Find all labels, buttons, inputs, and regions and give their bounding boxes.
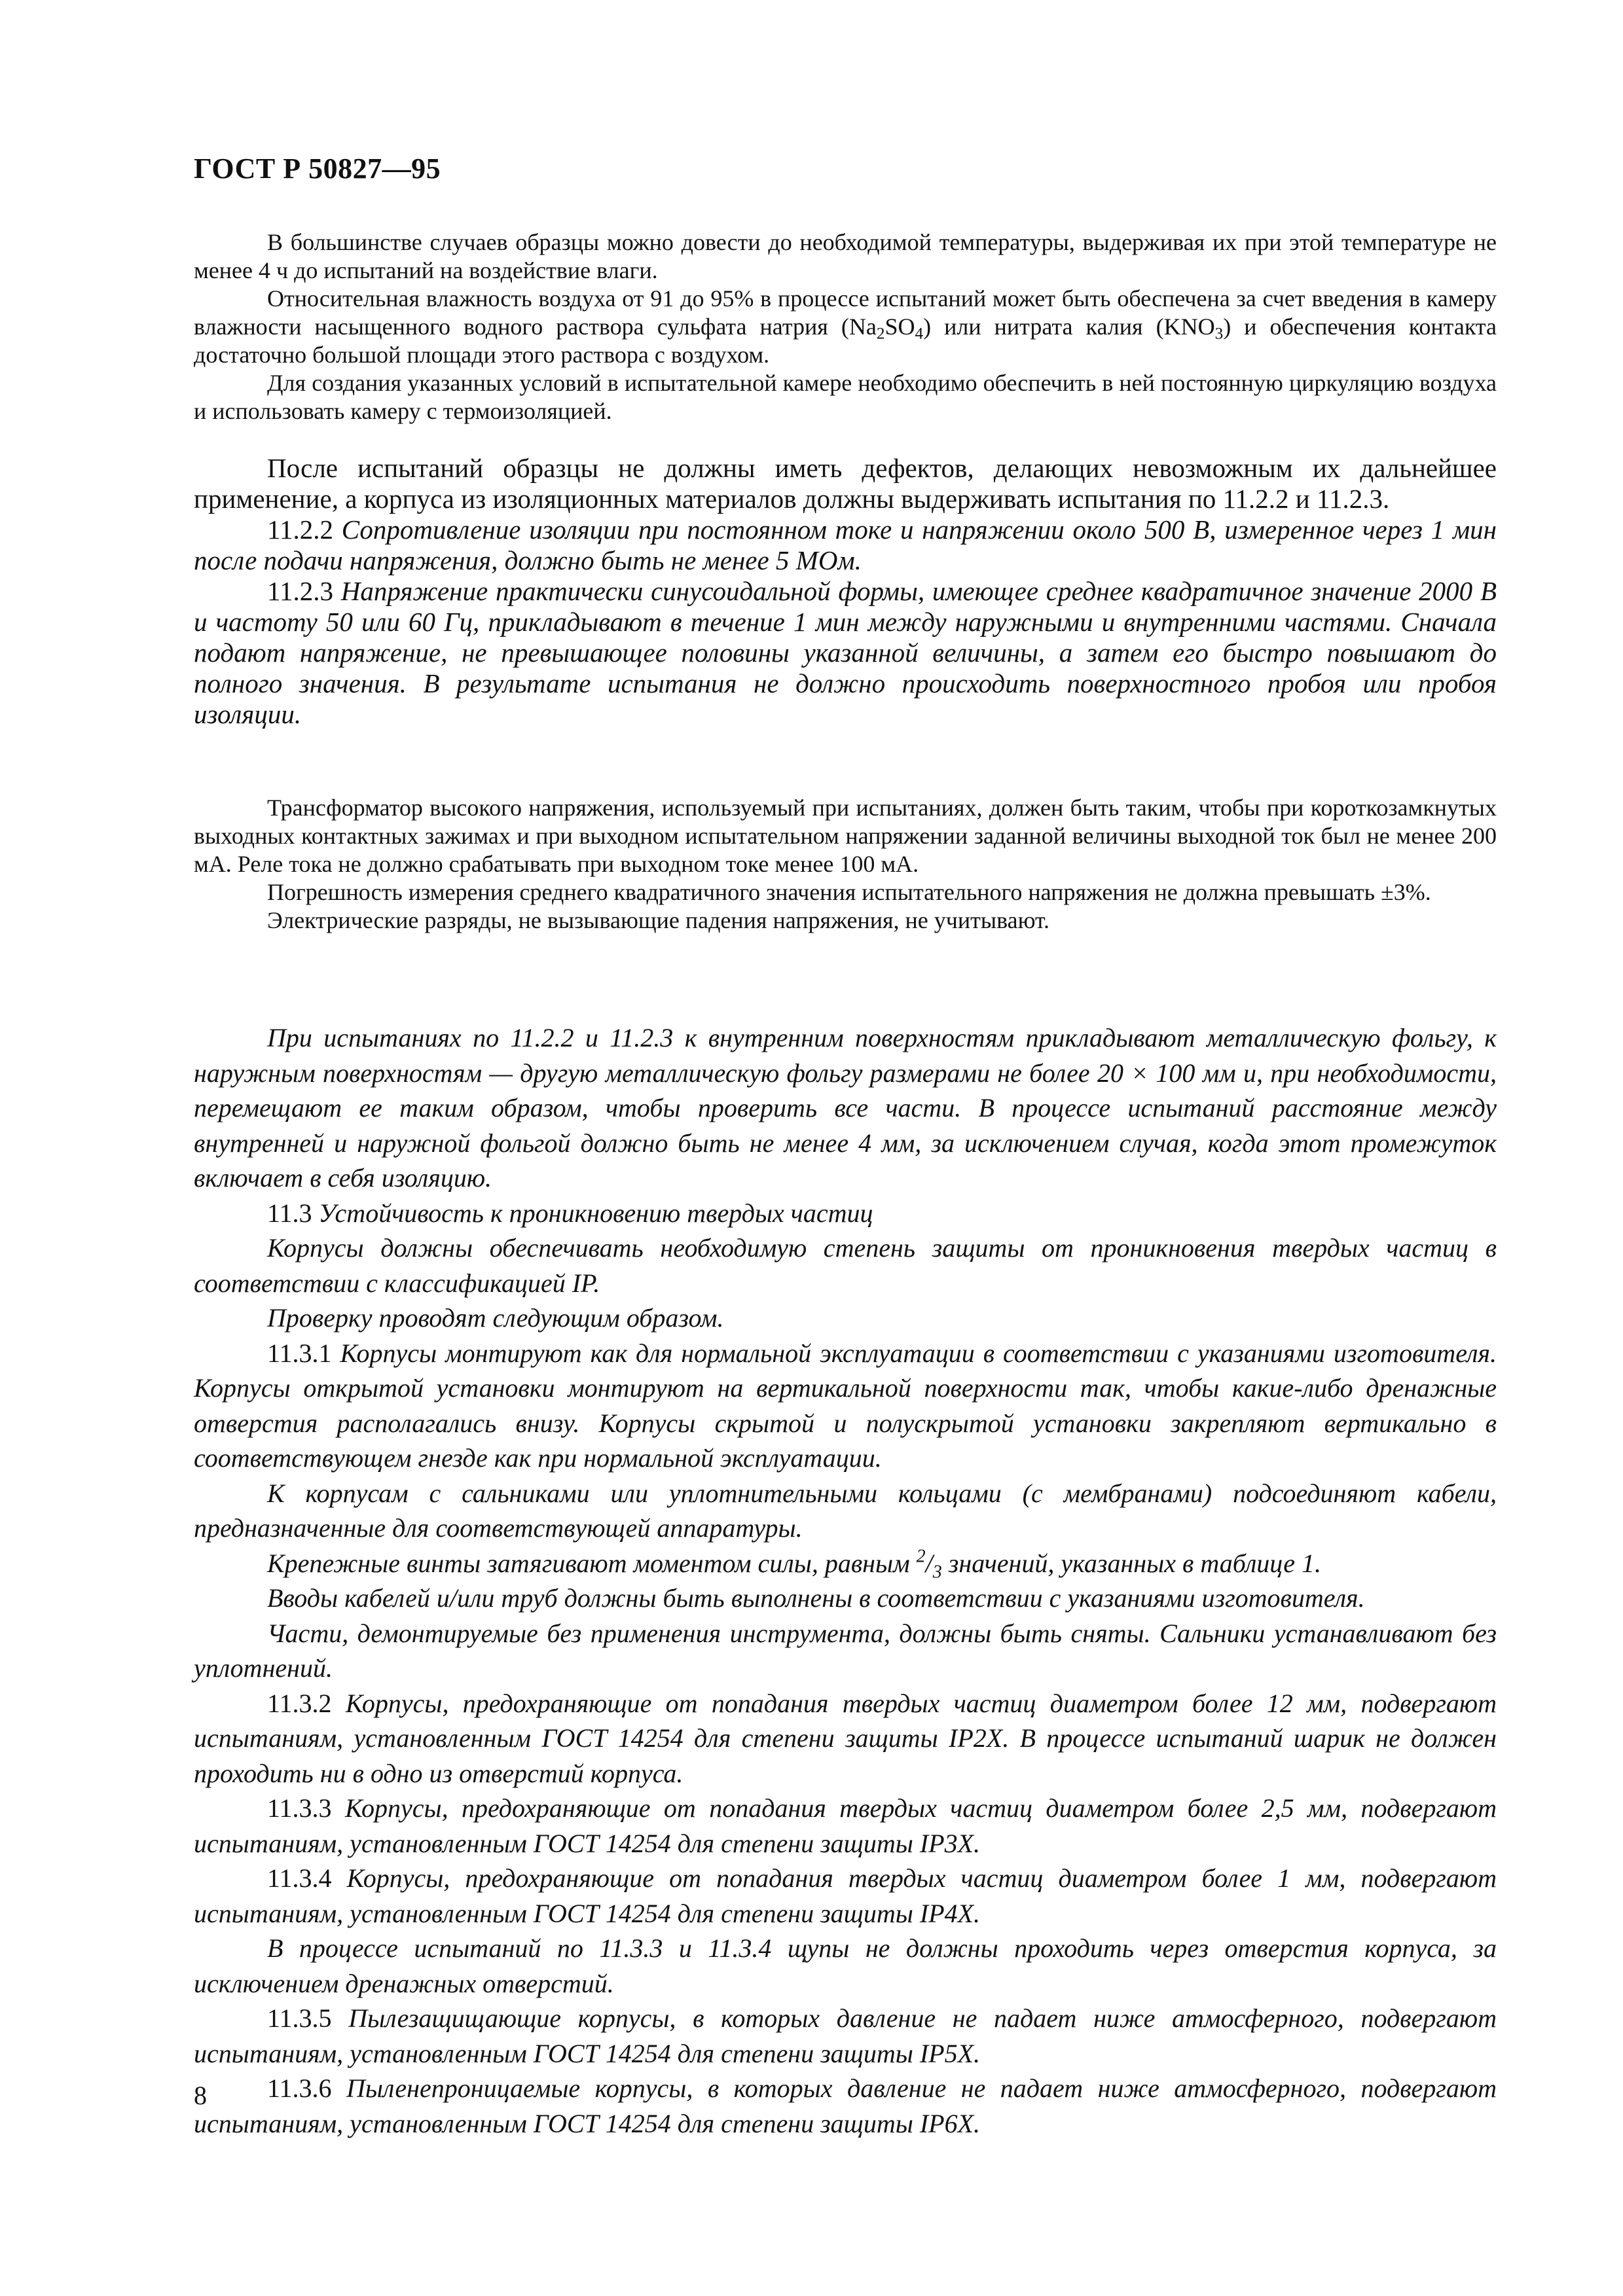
- page-number: 8: [194, 2081, 207, 2110]
- paragraph: Вводы кабелей и/или труб должны быть выполнены в соответствии с указаниями изготовителя.: [267, 1583, 1365, 1613]
- clause-11-2-3: 11.2.3 Напряжение практически синусоидальной формы, имеющее среднее квадратичное значение 2000 В и частоту 50 или 60 Гц, прикладывают в течение 1 мин между наружными и внутренними частями. Сначала подают напряжение, не превышающее половины указанной величины, а затем его быстро повышают до полного значения. В результате испытания не должно происходить поверхностного пробоя или пробоя изоляции.: [194, 576, 1497, 729]
- paragraph: После испытаний образцы не должны иметь дефектов, делающих невозможным их дальнейшее применение, а корпуса из изоляционных материалов должны выдерживать испытания по 11.2.2 и 11.2.3.: [194, 453, 1497, 514]
- document-header: ГОСТ Р 50827—95: [194, 152, 441, 185]
- paragraph: Корпусы должны обеспечивать необходимую степень защиты от проникновения твердых частиц в соответствии с классификацией IP.: [194, 1233, 1497, 1298]
- clause-11-3-1: 11.3.1 Корпусы монтируют как для нормальной эксплуатации в соответствии с указаниями изготовителя. Корпусы открытой установки монтируют на вертикальной поверхности так, чтобы какие-либо дренажные отверстия располагались внизу. Корпусы скрытой и полускрытой установки закрепляют вертикально в соответствующем гнезде как при нормальной эксплуатации.: [194, 1338, 1497, 1473]
- paragraph: Относительная влажность воздуха от 91 до 95% в процессе испытаний может быть обеспечена за счет введения в камеру влажности насыщенного водного раствора сульфата натрия $(Na_2SO_4)$ или нитрата калия $(KNO_3)$ и обеспечения контакта достаточно большой площади этого раствора с воздухом.: [194, 285, 1497, 368]
- paragraph: Для создания указанных условий в испытательной камере необходимо обеспечить в ней постоянную циркуляцию воздуха и использовать камеру с термоизоляцией.: [194, 370, 1497, 424]
- clause-11-3-3: 11.3.3 Корпусы, предохраняющие от попадания твердых частиц диаметром более 2,5 мм, подвергают испытаниям, установленным ГОСТ 14254 для степени защиты IP3X.: [194, 1793, 1497, 1858]
- clause-11-3-2: 11.3.2 Корпусы, предохраняющие от попадания твердых частиц диаметром более 12 мм, подвергают испытаниям, установленным ГОСТ 14254 для степени защиты IP2X. В процессе испытаний шарик не должен проходить ни в одно из отверстий корпуса.: [194, 1688, 1497, 1788]
- paragraph: Трансформатор высокого напряжения, используемый при испытаниях, должен быть таким, чтобы при короткозамкнутых выходных контактных зажимах и при выходном испытательном напряжении заданной величины выходной ток был не менее 200 мА. Реле тока не должно срабатывать при выходном токе менее 100 мА.: [194, 795, 1497, 877]
- fraction-two-thirds: $^2/_3$: [916, 1546, 942, 1582]
- paragraph: К корпусам с сальниками или уплотнительными кольцами (с мембранами) подсоединяют кабели, предназначенные для соответствующей аппаратуры.: [194, 1478, 1497, 1543]
- clause-11-3-6: 11.3.6 Пыленепроницаемые корпусы, в которых давление не падает ниже атмосферного, подвергают испытаниям, установленным ГОСТ 14254 для степени защиты IP6X.: [194, 2073, 1497, 2138]
- humidity-conditions-section: [194, 228, 1497, 425]
- paragraph: При испытаниях по 11.2.2 и 11.2.3 к внутренним поверхностям прикладывают металлическую фольгу, к наружным поверхностям — другую металлическую фольгу размерами не более 20 × 100 мм и, при необходимости, перемещают ее таким образом, чтобы проверить все части. В процессе испытаний расстояние между внутренней и наружной фольгой должно быть не менее 4 мм, за исключением случая, когда этот промежуток включает в себя изоляцию.: [194, 1023, 1497, 1193]
- paragraph: Погрешность измерения среднего квадратичного значения испытательного напряжения не должна превышать ±3%.: [267, 879, 1431, 905]
- paragraph: В большинстве случаев образцы можно довести до необходимой температуры, выдерживая их при этой температуре не менее 4 ч до испытаний на воздействие влаги.: [194, 229, 1497, 283]
- paragraph: Части, демонтируемые без применения инструмента, должны быть сняты. Сальники устанавливают без уплотнений.: [194, 1618, 1497, 1683]
- paragraph: Проверку проводят следующим образом.: [267, 1303, 724, 1333]
- solid-particles-section: [194, 1020, 1497, 2141]
- paragraph: В процессе испытаний по 11.3.3 и 11.3.4 щупы не должны проходить через отверстия корпуса, за исключением дренажных отверстий.: [194, 1933, 1497, 1998]
- clause-11-2-2: 11.2.2 Сопротивление изоляции при постоянном токе и напряжении около 500 В, измеренное через 1 мин после подачи напряжения, должно быть не менее 5 МОм.: [194, 514, 1497, 575]
- clause-11-3-heading: 11.3 Устойчивость к проникновению твердых частиц: [267, 1198, 873, 1228]
- clause-11-3-5: 11.3.5 Пылезащищающие корпусы, в которых давление не падает ниже атмосферного, подвергают испытаниям, установленным ГОСТ 14254 для степени защиты IP5X.: [194, 2003, 1497, 2068]
- transformer-requirements-section: [194, 794, 1497, 935]
- insulation-tests-section: [194, 453, 1497, 730]
- clause-11-3-4: 11.3.4 Корпусы, предохраняющие от попадания твердых частиц диаметром более 1 мм, подвергают испытаниям, установленным ГОСТ 14254 для степени защиты IP4X.: [194, 1863, 1497, 1928]
- paragraph: Крепежные винты затягивают моментом силы, равным $^2/_3$ значений, указанных в таблице 1.: [267, 1546, 1322, 1582]
- paragraph: Электрические разряды, не вызывающие падения напряжения, не учитывают.: [267, 907, 1050, 933]
